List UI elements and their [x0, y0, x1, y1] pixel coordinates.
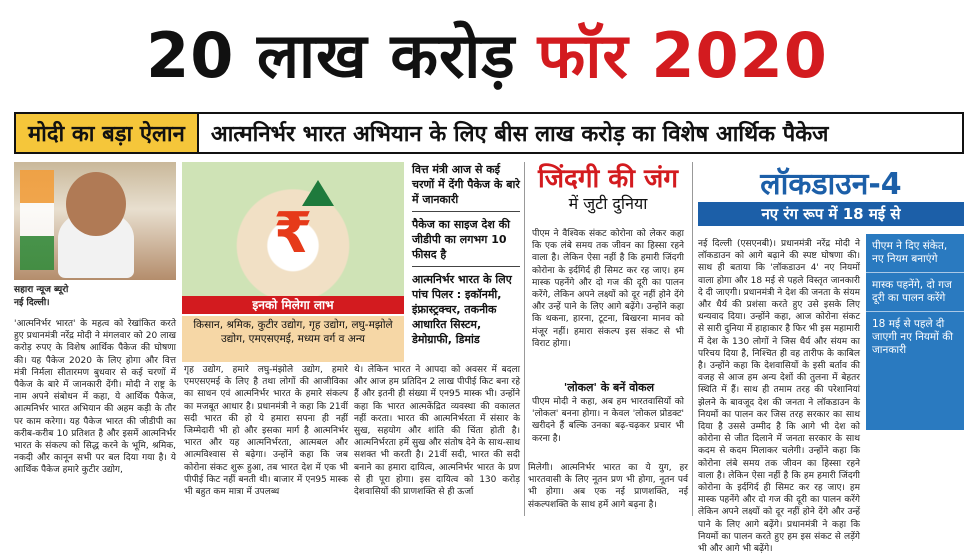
bottom-mid-text: मिलेगी। आत्मनिर्भर भारत का ये युग, हर भारतवासी के लिए नूतन प्रण भी होगा, नूतन पर्व भी होगा। अब एक नई प्राणशक्ति, नई संकल्पशक्ति के साथ हमें आगे बढ़ना है।: [528, 463, 688, 510]
sidebox-item: 18 मई से पहले दी जाएगी नए नियमों की जानकारी: [872, 318, 954, 356]
flag-shape: [20, 170, 54, 270]
infographic-image: [182, 162, 404, 314]
column-divider: [692, 162, 693, 516]
face-shape: [66, 172, 126, 236]
zindagi-box-heading: [528, 164, 688, 214]
lockdown-subtitle: नए रंग रूप में 18 मई से: [698, 202, 964, 226]
byline: [14, 282, 176, 308]
sub-headline-bar: [14, 112, 964, 154]
sidebox-item: पीएम ने दिए संकेत, नए नियम बनाएंगे: [866, 234, 964, 273]
sidebox-item: मास्क पहनेंगे, दो गज दूरी का पालन करेंगे: [866, 273, 964, 312]
zindagi-title: जिंदगी की जंग: [538, 164, 678, 194]
byline-agency: सहारा न्यूज ब्यूरो: [14, 285, 69, 295]
up-arrow-icon: [302, 180, 334, 206]
lockdown-sidebox: [866, 234, 964, 430]
key-point: पैकेज का साइज देश की जीडीपी का लगभग 10 फीसद है: [412, 215, 520, 267]
headline-part1: 20 लाख करोड़: [146, 19, 516, 92]
lockdown-title: लॉकडाउन-4: [760, 167, 902, 202]
main-headline: [0, 0, 974, 108]
lockdown-heading: [698, 168, 964, 226]
article-column-3: थे। लेकिन भारत ने आपदा को अवसर में बदला और आज हम प्रतिदिन 2 लाख पीपीई किट बना रहे हैं और इतनी ही संख्या में एन95 मास्क भी। उन्होंने कहा कि भारत आत्मकेंद्रित व्यवस्था की वकालत नहीं करता। भारत की आत्मनिर्भरता में संसार के सुख, सहयोग और शांति की चिंता होती है। आत्मनिर्भरता हमें सुख और संतोष देने के साथ-साथ सशक्त भी करती है। 21वीं सदी, भारत की सदी बनाने का हमारा दायित्व, आत्मनिर्भर भारत के प्रण से ही पूरा होगा। इस दायित्व को 130 करोड़ देशवासियों की प्राणशक्ति से ही ऊर्जा: [354, 365, 520, 498]
zindagi-subtitle: में जुटी दुनिया: [568, 194, 648, 213]
byline-place: नई दिल्ली।: [14, 298, 50, 308]
labh-text: किसान, श्रमिक, कुटीर उद्योग, गृह उद्योग, लघु-मझोले उद्योग, एमएसएमई, मध्यम वर्ग व अन्य: [182, 316, 404, 362]
article-column-2: गृह उद्योग, हमारे लघु-मंझोले उद्योग, हमारे एमएसएमई के लिए है तथा लोगों की आजीविका का साधन एवं आत्मनिर्भर भारत के हमारे संकल्प का मजबूत आधार है। प्रधानमंत्री ने कहा कि 21वीं सदी भारत की हो ये हमारा सपना ही नहीं जिम्मेदारी भी हो और इसका मार्ग है आत्मनिर्भर भारत और यह आत्मनिर्भरता, आत्मबल और आत्मविश्वास से बढ़ेगा। उन्होंने कहा कि जब कोरोना संकट शुरू हुआ, तब भारत देश में एक भी पीपीई किट नहीं बनती थी। बाजार में एन95 मास्क भी बहुत कम मात्रा में उपलब्ध: [184, 365, 348, 498]
key-point: आत्मनिर्भर भारत के लिए पांच पिलर : इकॉनमी, इंफ्रास्ट्रक्चर, तकनीक आधारित सिस्टम, डेमोग्राफी, डिमांड: [412, 273, 512, 346]
local-title: 'लोकल' के बनें वोकल: [563, 381, 655, 394]
zindagi-text: पीएम ने वैश्विक संकट कोरोना को लेकर कहा कि एक लंबे समय तक जीवन का हिस्सा रहने वाला है। लेकिन ऐसा नहीं है कि हमारी जिंदगी कोरोना के इर्दगिर्द ही सिमट कर रह जाए। हम मास्क पहनेंगे और दो गज की दूरी का पालन करेंगे, लेकिन अपने लक्ष्यों को दूर नहीं होने देंगे और उन्हें पाने के लिए आगे बढ़ेंगे। उन्होंने कहा कि थकना, हारना, टूटना, बिखरना मानव को मंजूर नहीं। हमारा संकल्प इस संकट से भी विराट होगा।: [532, 229, 684, 349]
local-text: पीएम मोदी ने कहा, अब हम भारतवासियों को 'लोकल' बनना होगा। न केवल 'लोकल प्रोडक्ट' खरीदने हैं बल्कि उनका बढ़-चढ़कर प्रचार भी करना है।: [532, 397, 684, 444]
key-points: [412, 160, 520, 354]
labh-title: इनको मिलेगा लाभ: [182, 296, 404, 314]
article-column-1: 'आत्मनिर्भर भारत' के महत्व को रेखांकित करते हुए प्रधानमंत्री नरेंद्र मोदी ने मंगलवार को 20 लाख करोड़ रुपए के विशेष आर्थिक पैकेज की घोषणा की। यह पैकेज 2020 के लिए होगा और वित्त मंत्री निर्मला सीतारमण बुधवार से कई चरणों में पैकेज के बारे में जानकारी देंगी। मोदी ने राष्ट्र के नाम अपने संबोधन में कहा, ये आर्थिक पैकेज, आत्मनिर्भर भारत अभियान की अहम कड़ी के तौर पर काम करेगा। यह पैकेज भारत की जीडीपी का करीब-करीब 10 प्रतिशत है और इसमें आत्मनिर्भर भारत के संकल्प को सिद्ध करने के भूमि, श्रमिक, नकदी और कानून सभी पर बल दिया गया है। ये आर्थिक पैकेज हमारे कुटीर उद्योग,: [14, 319, 176, 476]
key-point: वित्त मंत्री आज से कई चरणों में देंगी पैकेज के बारे में जानकारी: [412, 160, 520, 212]
rupee-icon: ₹: [273, 201, 313, 266]
pm-photo: [14, 162, 176, 280]
sub-headline-title: आत्मनिर्भर भारत अभियान के लिए बीस लाख करोड़ का विशेष आर्थिक पैकेज: [197, 112, 964, 154]
headline-part2: फॉर 2020: [537, 19, 828, 92]
sub-headline-tag: मोदी का बड़ा ऐलान: [14, 112, 197, 154]
column-divider: [524, 162, 525, 516]
lockdown-text-upper: नई दिल्ली (एसएनबी)। प्रधानमंत्री नरेंद्र मोदी ने लॉकडाउन को आगे बढ़ाने की स्पष्ट घोषणा की। साथ ही बताया कि 'लॉकडाउन 4' नए नियमों वाला होगा और 18 मई से पहले विस्तृत जानकारी दे दी जाएगी। प्रधानमंत्री ने देश की जनता के संयम और धैर्य की प्रशंसा करते हुए उसे इसके लिए धन्यवाद दिया। उन्होंने कहा, आज कोरोना संकट से सारी दुनिया में हाहाकार है फिर भी इस महामारी में देश के 130 लोगों ने जिस धैर्य और संयम का परिचय दिया है, निश्चित ही वह तारीफ के काबिल है। उन्होंने कहा कि देशवासियों के इसी बर्ताव की वजह से आज हम अन्य देशों की तुलना में बेहतर स्थिति में हैं। साथ ही तमाम तरह की परेशानियां झेलने के बावजूद देश की जनता ने लॉकडाउन के नियमों का पालन कर जिस तरह सरकार का साथ दिया है उससे उम्मीद है कि आगे भी देश को कोरोना से जीत दिलाने में जनता सरकार के साथ कदम से कदम मिलाकर चलेगी। उन्होंने कहा कि कोरोना लंबे समय तक जीवन का हिस्सा रहने वाला है। लेकिन ऐसा नहीं है कि हम हमारी जिंदगी कोरोना के इर्दगिर्द ही सिमट कर रह जाए। हम मास्क पहनेंगे और दो गज की दूरी का पालन करेंगे लेकिन अपने लक्ष्यों को दूर नहीं होने देंगे और उन्हें पाने के लिए आगे बढ़ेंगे। प्रधानमंत्री ने कहा कि नियमों का पालन करते हुए हम इस संकट से लड़ेंगे भी और आगे भी बढ़ेंगे।: [698, 239, 860, 555]
